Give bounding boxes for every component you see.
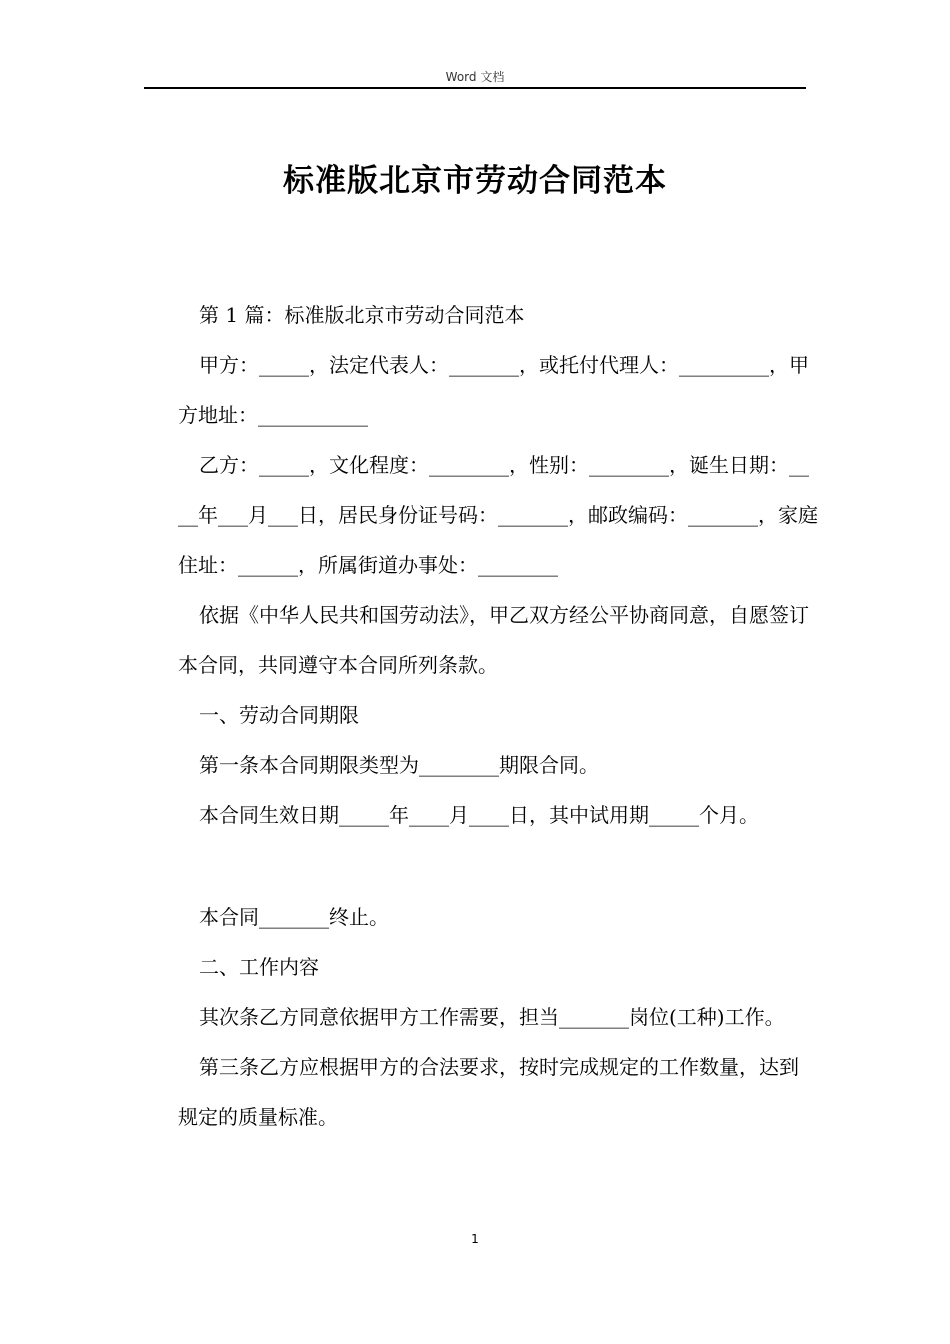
paragraph-legal-basis: 依据《中华人民共和国劳动法》，甲乙双方经公平协商同意，自愿签订本合同，共同遵守本合同所列条款。 <box>178 603 809 677</box>
paragraph-article-3: 第三条乙方应根据甲方的合法要求，按时完成规定的工作数量，达到规定的质量标准。 <box>178 1055 799 1129</box>
paragraph-party-a: 甲方：_____，法定代表人：_______，或托付代理人：_________，甲方地址：___________ <box>178 353 809 427</box>
paragraph-article-2: 其次条乙方同意依据甲方工作需要，担当_______岗位(工种)工作。 <box>199 1005 785 1029</box>
document-body <box>178 290 818 1142</box>
paragraph-article-1: 第一条本合同期限类型为________期限合同。 <box>199 753 599 777</box>
page-number: 1 <box>471 1232 479 1246</box>
paragraph-heading-contract-term: 一、劳动合同期限 <box>199 703 359 727</box>
header-label: Word 文档 <box>445 70 505 84</box>
paragraph-section-heading: 第 1 篇：标准版北京市劳动合同范本 <box>199 303 525 327</box>
paragraph-blank <box>178 840 818 892</box>
paragraph-effective-date: 本合同生效日期_____年____月____日，其中试用期_____个月。 <box>199 803 759 827</box>
paragraph-party-b: 乙方：_____，文化程度：________，性别：________，诞生日期：____年___月___日，居民身份证号码：_______，邮政编码：_______，家庭住址：______，所属街道办事处：________ <box>178 453 818 577</box>
header-divider <box>144 87 806 89</box>
document-title: 标准版北京市劳动合同范本 <box>283 163 667 199</box>
paragraph-heading-work-content: 二、工作内容 <box>199 955 319 979</box>
paragraph-termination: 本合同_______终止。 <box>199 905 389 929</box>
